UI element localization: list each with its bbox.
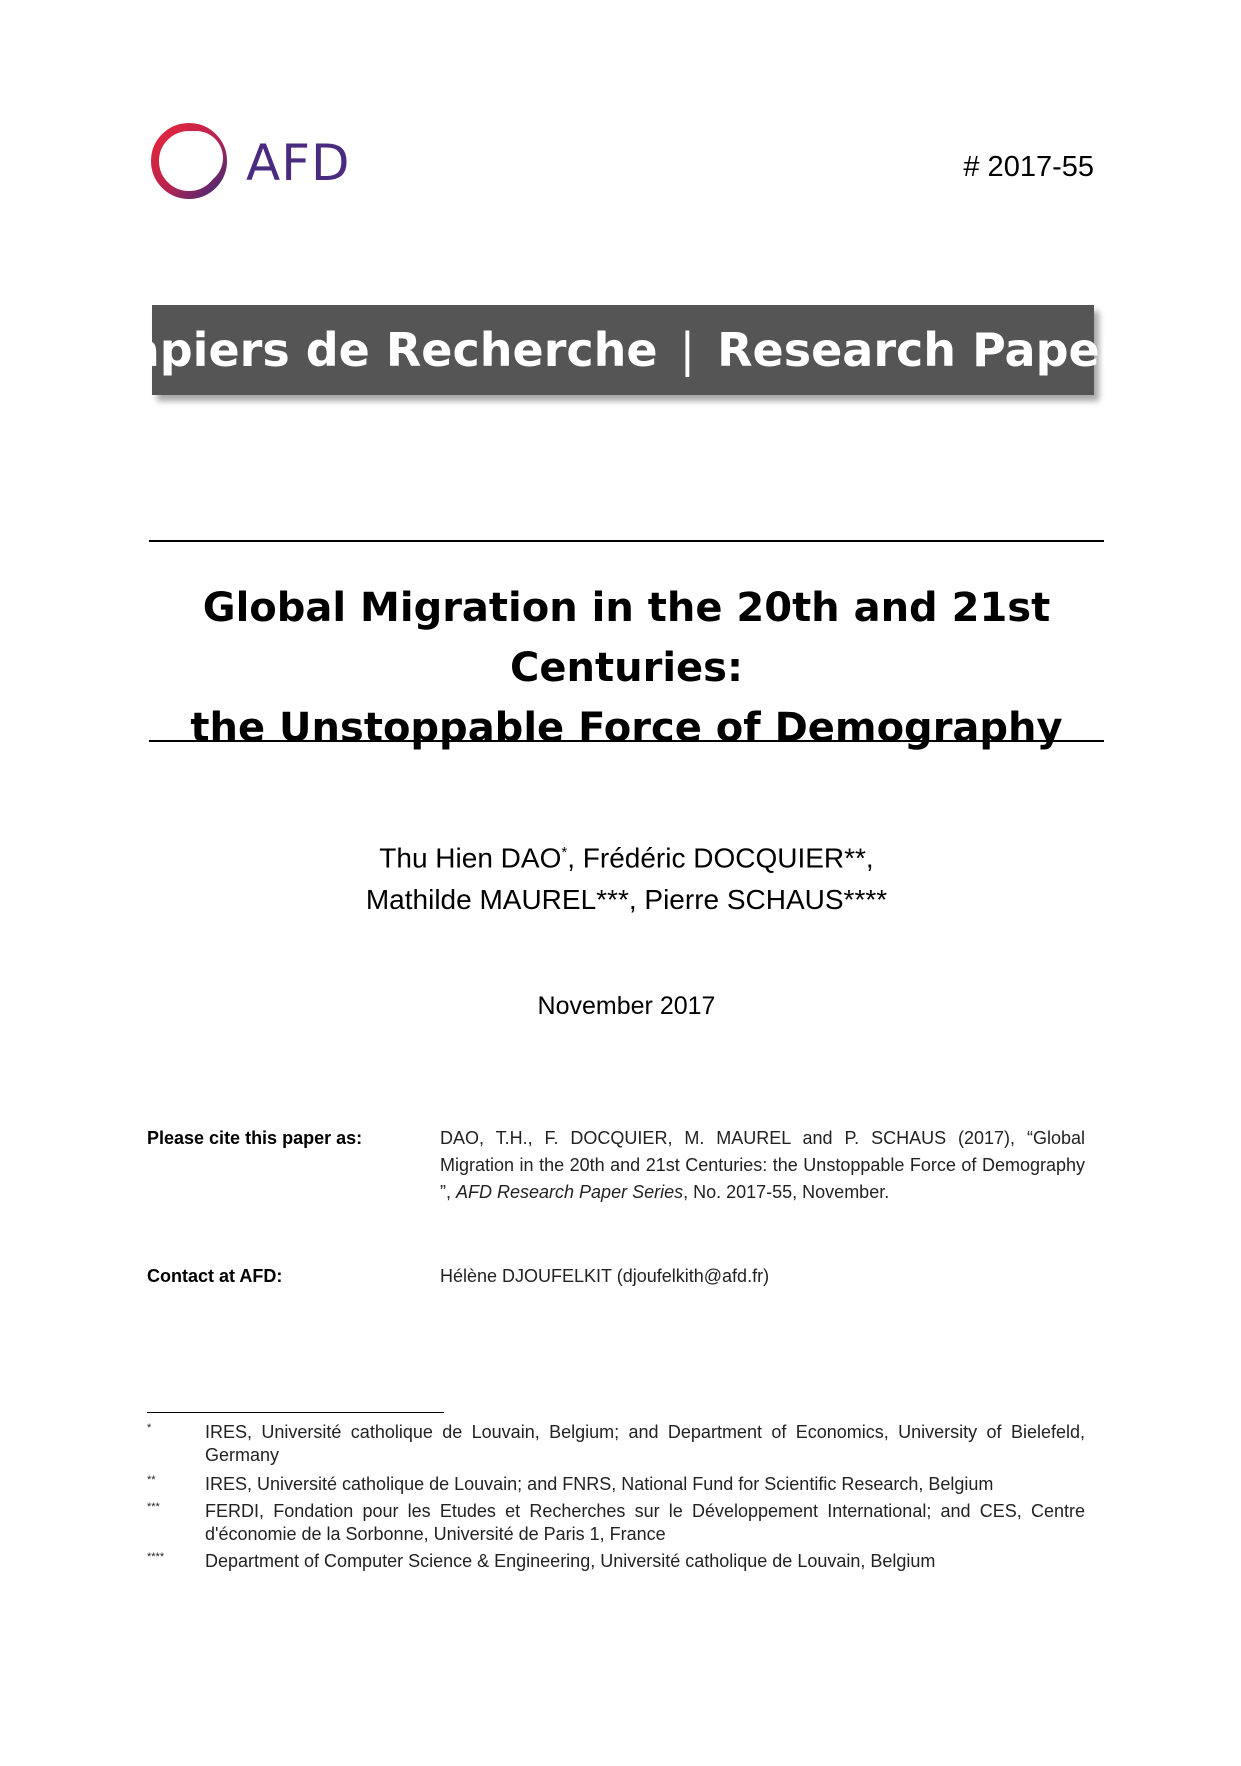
footnote-mark: *	[147, 1422, 152, 1434]
authors	[149, 832, 1104, 921]
footnote-mark: ****	[147, 1551, 165, 1563]
author-2: , Frédéric DOCQUIER**,	[567, 842, 874, 874]
afd-ring-logo-icon	[146, 118, 236, 208]
title-top-rule	[149, 540, 1104, 542]
paper-number: # 2017-55	[963, 151, 1094, 183]
paper-title	[149, 578, 1104, 758]
footnote-mark: ***	[147, 1501, 160, 1513]
title-line-1: Global Migration in the 20th and 21st Centuries:	[202, 585, 1051, 691]
footnote-text: FERDI, Fondation pour les Etudes et Recherches sur le Développement International; and CES, Centre d'économie de la Sorbonne, Université de Paris 1, France	[205, 1501, 1085, 1544]
publication-date: November 2017	[537, 992, 716, 1020]
series-banner	[96, 305, 1150, 395]
banner-french: Papiers de Recherche	[96, 323, 658, 377]
authors-line-1	[149, 832, 1104, 879]
footnote-text: IRES, Université catholique de Louvain, Belgium; and Department of Economics, University of Bielefeld, Germany	[205, 1422, 1085, 1465]
footnote-rule	[147, 1412, 444, 1413]
author-1: Thu Hien DAO	[379, 842, 562, 874]
footnote	[147, 1550, 1085, 1573]
footnote-text: IRES, Université catholique de Louvain; and FNRS, National Fund for Scientific Research, Belgium	[205, 1474, 994, 1494]
footnote	[147, 1473, 1085, 1496]
footnote-mark: **	[147, 1474, 156, 1486]
author-1-mark: *	[561, 844, 568, 861]
contact-label: Contact at AFD:	[147, 1266, 283, 1286]
footnote	[147, 1500, 1085, 1546]
banner-separator: |	[679, 323, 696, 377]
title-line-2: the Unstoppable Force of Demography	[190, 705, 1063, 751]
authors-line-2: Mathilde MAUREL***, Pierre SCHAUS****	[365, 884, 888, 916]
citation-main: DAO, T.H., F. DOCQUIER, M. MAUREL and P. SCHAUS (2017), “Global Migration in the 20th and 21st Centuries: the Unstoppable Force of Demography ”,	[440, 1128, 1085, 1202]
logo-text: AFD	[246, 134, 351, 192]
citation-series: AFD Research Paper Series	[456, 1182, 684, 1202]
footnote	[147, 1421, 1085, 1467]
afd-logo	[146, 118, 376, 208]
citation-text	[440, 1125, 1085, 1206]
footnote-text: Department of Computer Science & Engineering, Université catholique de Louvain, Belgium	[205, 1551, 936, 1571]
citation-end: , No. 2017-55, November.	[683, 1182, 890, 1202]
banner-english: Research Papers	[717, 323, 1150, 377]
contact-value: Hélène DJOUFELKIT (djoufelkith@afd.fr)	[440, 1266, 770, 1286]
title-bottom-rule	[149, 740, 1104, 742]
cite-label: Please cite this paper as:	[147, 1128, 363, 1148]
